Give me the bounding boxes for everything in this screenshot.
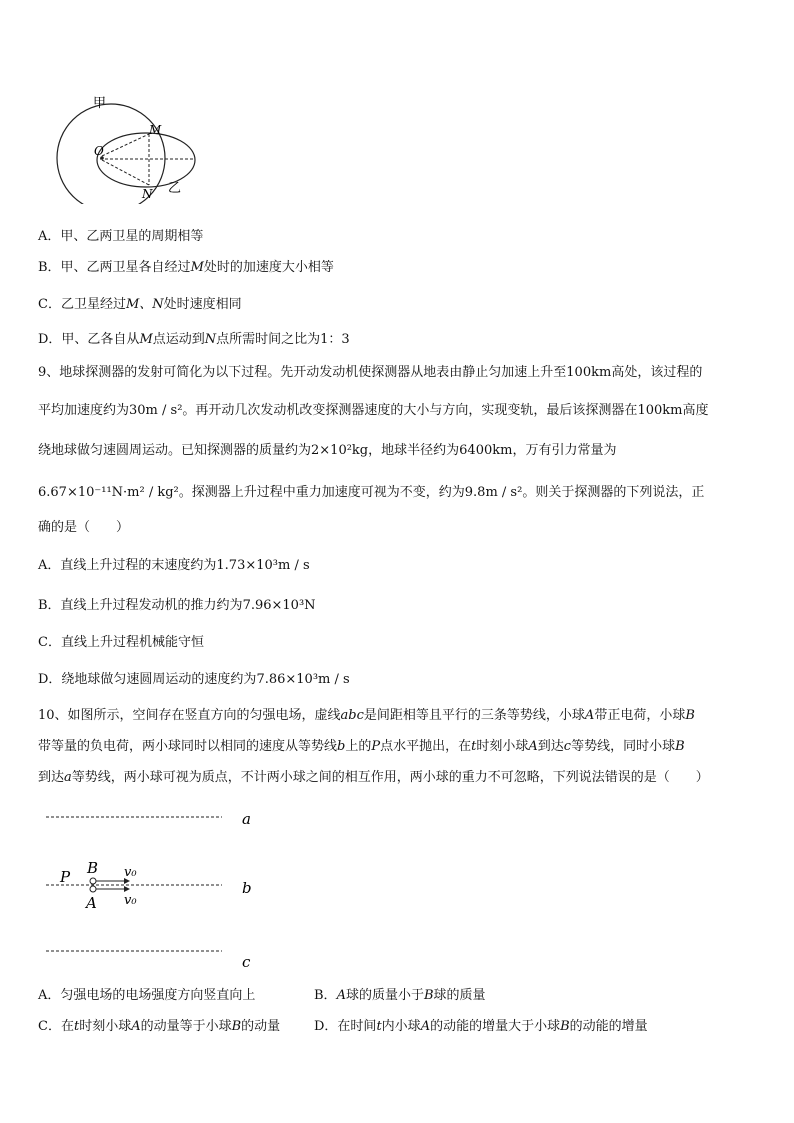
q9-stem-line-5: 确的是（ ） [38, 520, 130, 535]
label-ball-a: A [86, 894, 97, 912]
orbit-yi-ellipse [97, 133, 195, 187]
q9-option-b: B．直线上升过程发动机的推力约为7.96×10³N [38, 598, 316, 613]
equipotential-figure [40, 800, 280, 975]
label-line-b: b [242, 879, 252, 897]
q9-stem-line-4: 6.67×10⁻¹¹N·m² / kg²。探测器上升过程中重力加速度可视为不变，约为9.8m / s²。则关于探测器的下列说法，正 [38, 485, 705, 500]
q10-option-b: B．A球的质量小于B球的质量 [314, 988, 486, 1003]
ball-a [90, 886, 96, 892]
ball-b [90, 878, 96, 884]
label-n: N [142, 187, 153, 201]
q8-option-c: C．乙卫星经过M、N处时速度相同 [38, 297, 242, 312]
q9-option-a: A．直线上升过程的末速度约为1.73×10³m / s [38, 558, 310, 573]
q10-stem-line-1: 10、如图所示，空间存在竖直方向的匀强电场，虚线abc是间距相等且平行的三条等势线，小球A带正电荷，小球B [38, 708, 695, 723]
label-ball-b: B [87, 859, 99, 877]
q10-stem-line-2: 带等量的负电荷，两小球同时以相同的速度从等势线b上的P点水平抛出，在t时刻小球A到达c等势线，同时小球B [38, 739, 685, 754]
q8-option-b: B．甲、乙两卫星各自经过M处时的加速度大小相等 [38, 260, 334, 275]
q10-option-a: A．匀强电场的电场强度方向竖直向上 [38, 988, 256, 1003]
q9-stem-line-2: 平均加速度约为30m / s²。再开动几次发动机改变探测器速度的大小与方向，实现变轨，最后该探测器在100km高度 [38, 403, 709, 418]
label-yi: 乙 [168, 181, 182, 196]
q10-stem-line-3: 到达a等势线，两小球可视为质点，不计两小球之间的相互作用，两小球的重力不可忽略，下列说法错误的是（ ） [38, 770, 709, 785]
arrowhead-a [124, 886, 130, 892]
orbit-figure [50, 92, 210, 204]
label-jia: 甲 [93, 96, 107, 111]
q9-stem-line-1: 9、地球探测器的发射可简化为以下过程。先开动发动机使探测器从地表由静止匀加速上升至100km高处，该过程的 [38, 365, 703, 380]
label-line-a: a [242, 810, 251, 828]
label-m: M [149, 123, 162, 137]
q9-option-c: C．直线上升过程机械能守恒 [38, 635, 204, 650]
q8-option-a: A．甲、乙两卫星的周期相等 [38, 229, 204, 244]
q10-option-c: C．在t时刻小球A的动量等于小球B的动量 [38, 1019, 281, 1034]
on-dashed-line [102, 160, 149, 185]
label-o: O [94, 144, 104, 158]
label-v0-bottom: v₀ [124, 893, 137, 908]
label-point-p: P [60, 868, 71, 886]
label-line-c: c [242, 953, 251, 971]
q10-option-d: D．在时间t内小球A的动能的增量大于小球B的动能的增量 [314, 1019, 648, 1034]
q8-option-d: D．甲、乙各自从M点运动到N点所需时间之比为1：3 [38, 332, 350, 347]
q9-stem-line-3: 绕地球做匀速圆周运动。已知探测器的质量约为2×10²kg，地球半径约为6400km，万有引力常量为 [38, 443, 617, 458]
om-dashed-line [102, 134, 149, 156]
label-v0-top: v₀ [124, 865, 137, 880]
q9-option-d: D．绕地球做匀速圆周运动的速度约为7.86×10³m / s [38, 672, 350, 687]
